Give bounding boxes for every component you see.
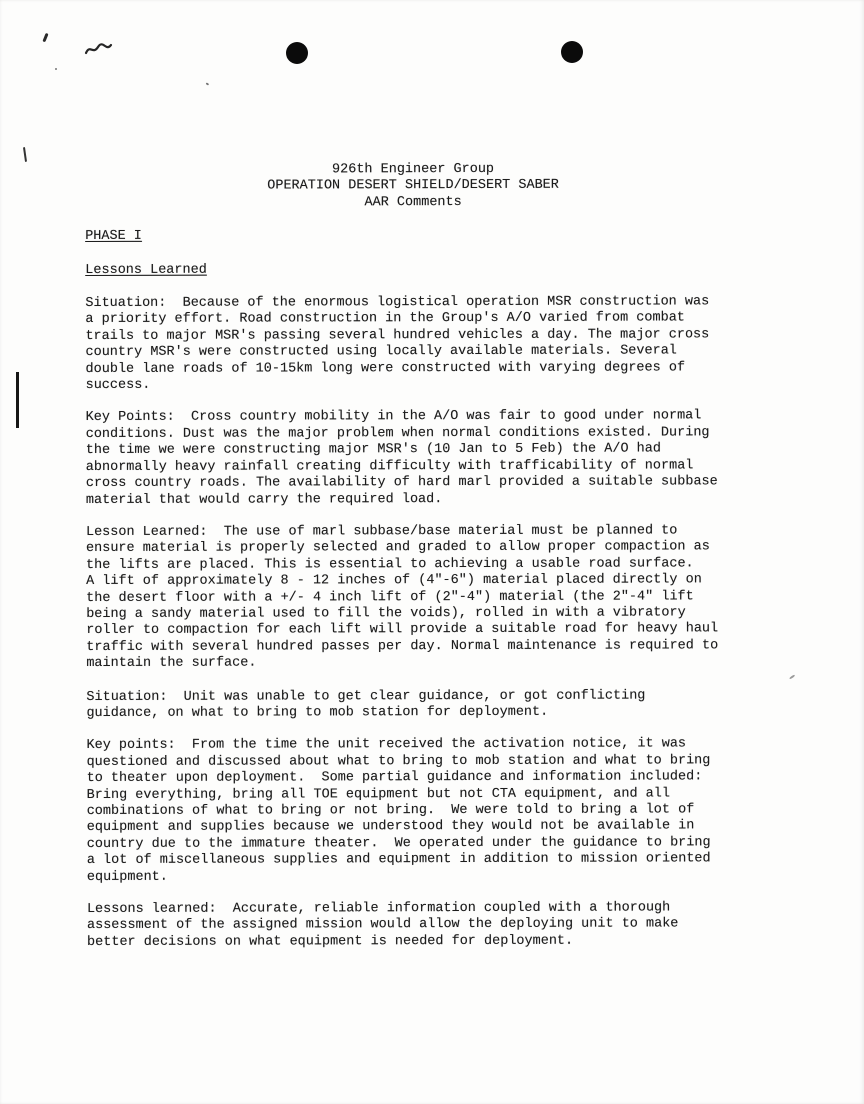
handwritten-check-mark — [84, 40, 114, 65]
title-line-aar: AAR Comments — [364, 194, 462, 211]
pen-stroke-mark — [23, 147, 27, 162]
lessons-learned-heading: Lessons Learned — [85, 262, 207, 278]
paragraph-lesson-learned-msr: Lesson Learned: The use of marl subbase/base material must be planned to ensure material is properly selected and graded to allow proper compaction as the lifts are placed. This is essential to achieving a usable road surface. A lift of approximately 8 - 12 inches of (4"-6") material placed directly on the desert floor with a +/- 4 inch lift of (2"-4") material (the 2"-4" lift being a sandy material used to fill the voids), rolled in with a vibratory roller to compaction for each lift will provide a suitable road for heavy haul traffic with several hundred passes per day. Normal maintenance is required to maintain the surface. — [85, 523, 719, 672]
paragraph-key-points-guidance: Key points: From the time the unit received the activation notice, it was questioned and discussed about what to bring to mob station and what to bring to theater upon deployment. Some partial guidance and information included: Bring everything, bring all TOE equipment but not CTA equipment, and all combinations of what to bring or not bring. We were told to bring a lot of equipment and supplies because we understood they would not be available in country due to the immature theater. We operated under the guidance to bring a lot of miscellaneous supplies and equipment in addition to mission oriented equipment. — [86, 736, 711, 885]
document-title-block — [85, 161, 741, 212]
title-line-unit: 926th Engineer Group — [331, 161, 495, 178]
paragraph-lessons-learned-guidance: Lessons learned: Accurate, reliable information coupled with a thorough assessment of the assigned mission would allow the deploying unit to make better decisions on what equipment is needed for deployment. — [86, 900, 679, 950]
scan-edge-line-artifact — [16, 372, 19, 428]
paragraph-situation-guidance: Situation: Unit was unable to get clear guidance, or got conflicting guidance, on what to bring to mob station for deployment. — [86, 688, 646, 721]
title-line-operation: OPERATION DESERT SHIELD/DESERT SABER — [267, 178, 559, 194]
pen-tick-mark — [42, 33, 48, 42]
phase-heading: PHASE I — [85, 229, 142, 245]
scan-speckle — [55, 68, 57, 70]
scan-speckle — [206, 82, 209, 85]
paragraph-situation-msr: Situation: Because of the enormous logistical operation MSR construction was a priority effort. Road construction in the Group's A/O varied from combat trails to major MSR's passing several hundred vehicles a day. The major cross country MSR's were constructed using locally available materials. Several double lane roads of 10-15km long were constructed with varying degrees of success. — [85, 294, 710, 394]
scan-speckle — [789, 674, 795, 679]
paragraph-key-points-msr: Key Points: Cross country mobility in the A/O was fair to good under normal conditions. Dust was the major problem when normal conditions existed. During the time we were constructing major MSR's (10 Jan to 5 Feb) the A/O had abnormally heavy rainfall creating difficulty with trafficability of normal cross country roads. The availability of hard marl provided a suitable subbase material that would carry the required load. — [85, 408, 718, 508]
document-body — [85, 161, 743, 967]
hole-punch-dot-left — [286, 42, 308, 64]
hole-punch-dot-right — [561, 41, 583, 63]
